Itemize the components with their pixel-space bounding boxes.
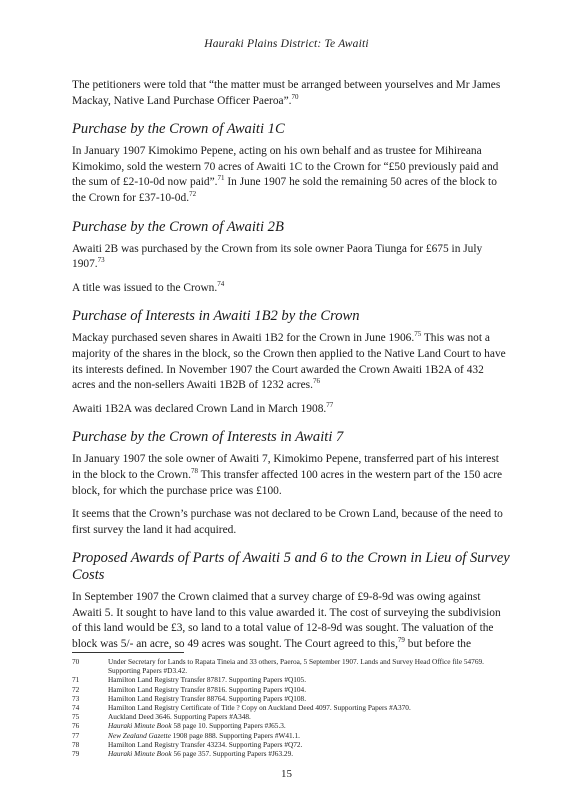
page-body: [72, 78, 510, 661]
paragraph-awaiti-7-transfer: In January 1907 the sole owner of Awaiti 7, Kimokimo Pepene, transferred part of his interest in the block to the Crown.$^{78}$ This transfer affected 100 acres in the western part of the 150 acre block, for which the purchase price was £100.: [72, 453, 503, 497]
footnote-ref: 72: [189, 190, 197, 199]
footnote-ref: 70: [291, 92, 299, 101]
paragraph-awaiti-1b2-crown-land: Awaiti 1B2A was declared Crown Land in March 1908.77: [72, 400, 334, 415]
page-number: 15: [281, 768, 292, 780]
footnote-ref: 76: [312, 377, 320, 386]
footnote-item: 75 Auckland Deed 3646. Supporting Papers #A348.: [72, 712, 251, 722]
footnote-item: 76 Hauraki Minute Book 58 page 10. Supporting Papers #J65.3.: [72, 721, 286, 731]
footnote-divider: [72, 652, 184, 653]
footnote-ref: 75: [414, 330, 422, 339]
heading-awaiti-1c: Purchase by the Crown of Awaiti 1C: [72, 121, 285, 138]
heading-awaiti-1b2: Purchase of Interests in Awaiti 1B2 by the Crown: [72, 308, 360, 325]
heading-awaiti-5-and-6: Proposed Awards of Parts of Awaiti 5 and 6 to the Crown in Lieu of Survey Costs: [72, 550, 510, 584]
paragraph-awaiti-2b-title: A title was issued to the Crown.$^{74}$: [72, 279, 225, 294]
footnote-ref: 79: [397, 636, 405, 645]
paragraph-awaiti-1b2-purchase: Mackay purchased seven shares in Awaiti 1B2 for the Crown in June 1906.75 This was not a majority of the shares in the block, so the Crown then applied to the Native Land Court to have its interests defined. In November 1907 the Court awarded the Crown Awaiti 1B2A of 432 acres and the non-sellers Awaiti 1B2B of 1232 acres.$^{76}$: [72, 330, 506, 392]
paragraph-awaiti-5-and-6: In September 1907 the Crown claimed that a survey charge of £9-8-9d was owing against Awaiti 5. It sought to have land to this value awarded it. The cost of surveying the subdivision of this land would be £3, so land to a total value of 12-8-9d was sought. The valuation of the block was 5/- an acre, so 49 acres was sought. The Court agreed to this,$^{79}$ but before the: [72, 591, 501, 651]
paragraph-intro: The petitioners were told that “the matter must be arranged between yourselves and Mr James Mackay, Native Land Purchase Officer Paeroa”.$^{70}$: [72, 79, 501, 107]
footnote-item: 79 Hauraki Minute Book 56 page 357. Supporting Papers #J63.29.: [72, 749, 294, 759]
footnote-item: 72 Hamilton Land Registry Transfer 87816. Supporting Papers #Q104.: [72, 684, 307, 694]
heading-awaiti-2b: Purchase by the Crown of Awaiti 2B: [72, 218, 284, 235]
footnote-ref: 78: [190, 467, 198, 476]
paragraph-awaiti-2b-purchase: Awaiti 2B was purchased by the Crown from its sole owner Paora Tiunga for £675 in July 1907.73: [72, 242, 483, 271]
footnote-item: 70 Under Secretary for Lands to Rapata Tineia and 33 others, Paeroa, 5 September 1907. Lands and Survey Head Office file 54769. Supporting Papers #D3.42.: [72, 657, 484, 676]
footnote-ref: 73: [97, 256, 105, 265]
footnote-item: 71 Hamilton Land Registry Transfer 87817. Supporting Papers #Q105.: [72, 675, 307, 685]
footnote-item: 74 Hamilton Land Registry Certificate of Title ? Copy on Auckland Deed 4097. Supporting Papers #A370.: [72, 703, 411, 713]
footnote-ref: 71: [217, 174, 225, 183]
footnotes: [72, 657, 510, 758]
footnote-item: 77 New Zealand Gazette 1908 page 888. Supporting Papers #W41.1.: [72, 730, 300, 740]
paragraph-awaiti-7-survey: It seems that the Crown’s purchase was not declared to be Crown Land, because of the need to first survey the land it had acquired.: [72, 508, 503, 536]
footnote-ref: 77: [326, 400, 334, 409]
footnote-ref: 74: [217, 279, 225, 288]
footnote-item: 73 Hamilton Land Registry Transfer 88764. Supporting Papers #Q108.: [72, 693, 307, 703]
heading-awaiti-7: Purchase by the Crown of Interests in Awaiti 7: [72, 429, 344, 446]
paragraph-awaiti-1c: In January 1907 Kimokimo Pepene, acting on his own behalf and as trustee for Mihireana Kimokimo, sold the western 70 acres of Awaiti 1C to the Crown for “£50 previously paid and the sum of £2-10-0d now paid”.$^{71}$ In June 1907 he sold the remaining 50 acres of the block to the Crown for £37-10-0d.$^{72}$: [72, 145, 499, 204]
running-header: Hauraki Plains District: Te Awaiti: [204, 38, 369, 50]
footnote-item: 78 Hamilton Land Registry Transfer 43234. Supporting Papers #Q72.: [72, 739, 303, 749]
